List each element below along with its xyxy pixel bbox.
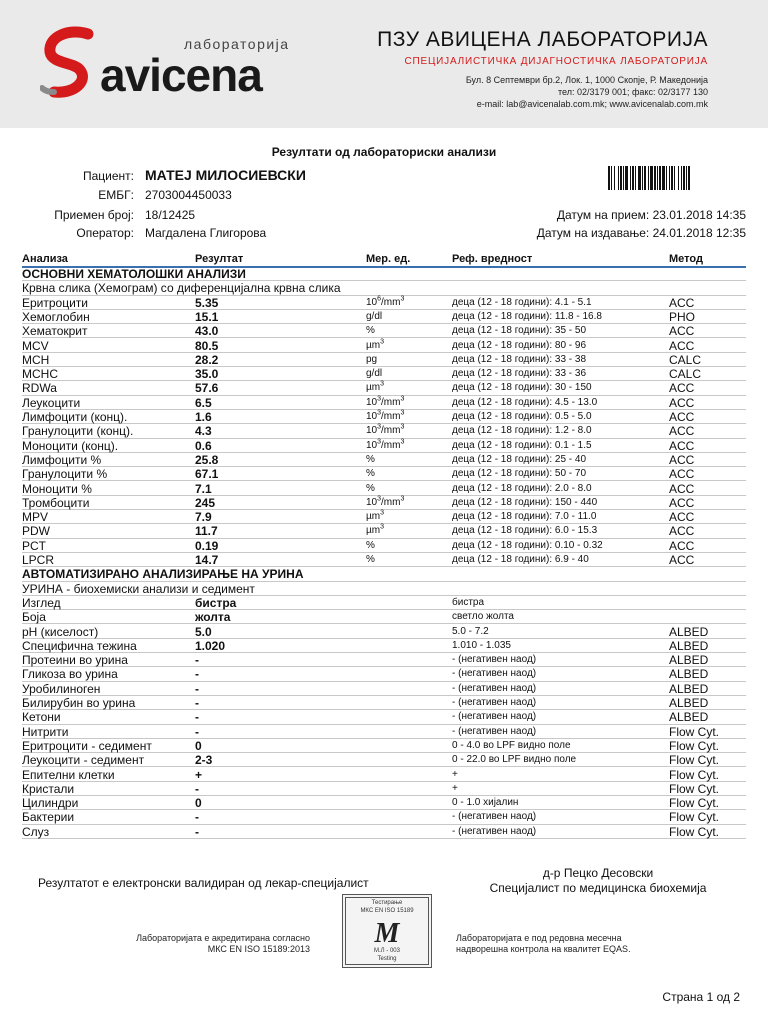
result-value: - — [195, 724, 199, 739]
reference-range: светло жолта — [452, 611, 514, 623]
result-value: 2-3 — [195, 753, 213, 768]
unit — [366, 381, 384, 395]
analysis-name: Гранулоцити (конц). — [22, 424, 134, 439]
method: ALBED — [669, 667, 709, 682]
unit-exponent: 3 — [380, 524, 384, 532]
patient-label: Пациент: — [82, 169, 134, 183]
method: ACC — [669, 395, 695, 410]
result-value: - — [195, 681, 199, 696]
subsection-heading — [22, 281, 746, 295]
analysis-name: Епителни клетки — [22, 767, 115, 782]
analysis-name: MCHC — [22, 367, 58, 382]
unit-base: pg — [366, 353, 378, 365]
analysis-name: Хемоглобин — [22, 309, 90, 324]
result-value: 43.0 — [195, 324, 219, 339]
unit-exponent: 3 — [377, 438, 382, 446]
column-header-reference: Реф. вредност — [452, 253, 533, 265]
result-value: + — [195, 767, 203, 782]
result-value: - — [195, 710, 199, 725]
report-title: Резултати од лабораториски анализи — [271, 145, 497, 159]
analysis-name: Гранулоцити % — [22, 467, 108, 482]
accreditation-line-2: МКС EN ISO 15189:2013 — [207, 944, 310, 954]
table-row — [22, 510, 746, 524]
analysis-name: Слуз — [22, 824, 50, 839]
section-title: АВТОМАТИЗИРАНО АНАЛИЗИРАЊЕ НА УРИНА — [22, 567, 304, 582]
reference-range: деца (12 - 18 години): 0.1 - 1.5 — [452, 439, 592, 451]
table-row — [22, 296, 746, 310]
patient-name: МАТЕЈ МИЛОСИЕВСКИ — [145, 167, 306, 183]
result-value: 7.1 — [195, 481, 212, 496]
unit-exponent: 3 — [380, 338, 384, 346]
reference-range: 1.010 - 1.035 — [452, 639, 511, 651]
reference-range: - (негативен наод) — [452, 711, 537, 723]
method: CALC — [669, 367, 702, 382]
receipt-label: Приемен број: — [54, 208, 134, 222]
unit-base: 10 — [366, 425, 378, 437]
unit — [366, 453, 375, 467]
table-row — [22, 639, 746, 653]
section-title: ОСНОВНИ ХЕМАТОЛОШКИ АНАЛИЗИ — [22, 267, 246, 281]
method: ALBED — [669, 624, 709, 639]
method: PHO — [669, 309, 696, 324]
analysis-name: Кетони — [22, 710, 61, 725]
reference-range: деца (12 - 18 години): 35 - 50 — [452, 325, 587, 337]
column-header-result: Резултат — [195, 253, 244, 265]
unit-base: 10 — [366, 296, 378, 308]
result-value: жолта — [195, 610, 231, 625]
reference-range: - (негативен наод) — [452, 811, 537, 823]
date-received: Датум на прием: 23.01.2018 14:35 — [556, 208, 746, 222]
result-value: 35.0 — [195, 367, 219, 382]
result-value: - — [195, 653, 199, 668]
table-row — [22, 739, 746, 753]
reference-range: деца (12 - 18 години): 11.8 - 16.8 — [452, 310, 602, 322]
table-row — [22, 625, 746, 639]
result-value: 0.6 — [195, 438, 212, 453]
result-value: 67.1 — [195, 467, 219, 482]
unit-base: µm — [366, 525, 381, 537]
analysis-name: Кристали — [22, 781, 75, 796]
logo-subtitle: лабораторија — [184, 36, 290, 52]
reference-range: - (негативен наод) — [452, 668, 537, 680]
subsection-heading — [22, 582, 746, 596]
method: ALBED — [669, 696, 709, 710]
method: ALBED — [669, 710, 709, 725]
result-value: 28.2 — [195, 352, 219, 367]
unit — [366, 524, 384, 538]
result-value: - — [195, 810, 199, 825]
method: ALBED — [669, 638, 709, 653]
analysis-name: RDWa — [22, 381, 57, 396]
analysis-name: Еритроцити - седимент — [22, 738, 152, 753]
method: ACC — [669, 452, 695, 467]
analysis-name: MCH — [22, 352, 50, 367]
method: ACC — [669, 295, 695, 310]
unit-exponent: 6 — [377, 295, 382, 303]
method: ACC — [669, 553, 695, 567]
table-row — [22, 796, 746, 810]
result-value: - — [195, 696, 199, 710]
letterhead — [0, 0, 768, 128]
method: ACC — [669, 495, 695, 510]
analysis-name: Бактерии — [22, 810, 75, 825]
analysis-name: Лимфоцити % — [22, 452, 102, 467]
analysis-name: PCT — [22, 538, 46, 553]
unit — [366, 296, 404, 310]
unit-exponent: 3 — [400, 495, 405, 503]
result-value: 5.35 — [195, 295, 219, 310]
operator-value: Магдалена Глигорова — [145, 226, 267, 240]
organization-subtitle: СПЕЦИЈАЛИСТИЧКА ДИЈАГНОСТИЧКА ЛАБОРАТОРИЈА — [404, 56, 708, 67]
method: ACC — [669, 467, 695, 482]
table-row — [22, 825, 746, 839]
method: Flow Cyt. — [669, 738, 720, 753]
unit-base: % — [366, 554, 375, 565]
embg-value: 2703004450033 — [145, 188, 232, 202]
table-row — [22, 381, 746, 395]
table-row — [22, 753, 746, 767]
reference-range: деца (12 - 18 години): 150 - 440 — [452, 496, 598, 508]
subsection-title: Крвна слика (Хемограм) со диференцијална крвна слика — [22, 281, 341, 296]
reference-range: 0 - 1.0 хијалин — [452, 797, 519, 809]
table-row — [22, 310, 746, 324]
reference-range: - (негативен наод) — [452, 697, 537, 708]
method: ACC — [669, 538, 695, 553]
unit-base: % — [366, 453, 375, 465]
unit-base: µm — [366, 511, 381, 523]
reference-range: деца (12 - 18 години): 1.2 - 8.0 — [452, 425, 592, 437]
unit — [366, 467, 375, 481]
result-value: 6.5 — [195, 395, 212, 410]
table-row — [22, 424, 746, 438]
receipt-value: 18/12425 — [145, 208, 196, 222]
analysis-name: Еритроцити — [22, 295, 88, 310]
reference-range: - (негативен наод) — [452, 725, 537, 737]
table-row — [22, 524, 746, 538]
method: ACC — [669, 510, 695, 525]
logo-wordmark: avicena — [100, 49, 262, 101]
table-row — [22, 324, 746, 338]
table-row — [22, 467, 746, 481]
organization-address: Бул. 8 Септември бр.2, Лок. 1, 1000 Скопје, Р. Македонија — [465, 75, 708, 85]
unit-exponent: 3 — [400, 438, 405, 446]
result-value: 4.3 — [195, 424, 212, 439]
analysis-name: Цилиндри — [22, 796, 79, 811]
table-row — [22, 710, 746, 724]
unit — [366, 310, 382, 324]
unit-tail: /mm — [381, 496, 401, 508]
analysis-name: PDW — [22, 524, 50, 539]
table-row — [22, 810, 746, 824]
table-row — [22, 553, 746, 567]
unit-base: g/dl — [366, 368, 383, 380]
reference-range: деца (12 - 18 години): 4.5 - 13.0 — [452, 396, 598, 408]
barcode — [608, 166, 734, 190]
method: ACC — [669, 524, 695, 539]
result-value: 0.19 — [195, 538, 219, 553]
method: Flow Cyt. — [669, 824, 720, 839]
table-row — [22, 439, 746, 453]
page-number: Страна 1 од 2 — [662, 990, 740, 1004]
accreditation-line-1: Лабораторијата е акредитирана согласно — [136, 933, 310, 943]
result-value: 80.5 — [195, 338, 219, 353]
unit — [366, 367, 382, 381]
method: ACC — [669, 424, 695, 439]
result-value: 5.0 — [195, 624, 212, 639]
analysis-name: MPV — [22, 510, 49, 525]
table-row — [22, 682, 746, 696]
unit-tail: /mm — [381, 396, 401, 408]
unit — [366, 396, 404, 410]
analysis-name: LPCR — [22, 553, 55, 567]
table-row — [22, 725, 746, 739]
reference-range: + — [452, 768, 458, 780]
operator-label: Оператор: — [76, 226, 134, 240]
subsection-title: УРИНА - биохемиски анализи и седимент — [22, 581, 255, 596]
unit-exponent: 3 — [400, 395, 405, 403]
reference-range: деца (12 - 18 години): 0.5 - 5.0 — [452, 411, 592, 422]
unit — [366, 439, 404, 453]
reference-range: 0 - 4.0 во LPF видно поле — [452, 739, 571, 751]
method: Flow Cyt. — [669, 724, 720, 739]
unit-base: 10 — [366, 411, 378, 422]
analysis-name: Специфична тежина — [22, 638, 137, 653]
analysis-name: MCV — [22, 338, 49, 353]
result-value: - — [195, 824, 199, 839]
unit-exponent: 3 — [377, 495, 382, 503]
reference-range: деца (12 - 18 години): 6.9 - 40 — [452, 554, 589, 565]
result-value: 0 — [195, 738, 202, 753]
unit-exponent: 3 — [400, 409, 405, 417]
unit — [366, 553, 375, 567]
table-row — [22, 696, 746, 710]
reference-range: деца (12 - 18 години): 0.10 - 0.32 — [452, 539, 603, 551]
table-row — [22, 353, 746, 367]
analysis-name: Хематокрит — [22, 324, 88, 339]
section-heading — [22, 567, 746, 581]
quality-control-line-1: Лабораторијата е под редовна месечна — [456, 933, 622, 943]
method: Flow Cyt. — [669, 810, 720, 825]
unit — [366, 496, 404, 510]
result-value: 245 — [195, 495, 216, 510]
table-row — [22, 396, 746, 410]
unit — [366, 353, 377, 367]
method: ACC — [669, 324, 695, 339]
unit-base: 10 — [366, 496, 378, 508]
method: CALC — [669, 352, 702, 367]
embg-label: ЕМБГ: — [98, 188, 134, 202]
unit-base: % — [366, 325, 375, 337]
analysis-name: Нитрити — [22, 724, 69, 739]
result-value: 57.6 — [195, 381, 219, 396]
reference-range: + — [452, 782, 458, 794]
unit-exponent: 3 — [400, 295, 405, 303]
method: ACC — [669, 481, 695, 496]
reference-range: деца (12 - 18 години): 30 - 150 — [452, 382, 592, 394]
unit — [366, 482, 375, 496]
reference-range: деца (12 - 18 години): 25 - 40 — [452, 453, 587, 465]
unit-exponent: 3 — [377, 409, 382, 417]
method: Flow Cyt. — [669, 767, 720, 782]
result-value: 15.1 — [195, 309, 219, 324]
table-row — [22, 653, 746, 667]
table-row — [22, 496, 746, 510]
doctor-name: д-р Пецко Десовски — [542, 866, 654, 880]
reference-range: деца (12 - 18 години): 4.1 - 5.1 — [452, 296, 592, 308]
analysis-name: Тромбоцити — [22, 495, 90, 510]
analysis-name: Изглед — [22, 595, 61, 610]
reference-range: бистра — [452, 596, 485, 608]
unit-base: µm — [366, 382, 381, 394]
reference-range: деца (12 - 18 години): 6.0 - 15.3 — [452, 525, 598, 537]
result-value: - — [195, 781, 199, 796]
analysis-name: Леукоцити - седимент — [22, 753, 145, 768]
analysis-name: Билирубин во урина — [22, 696, 136, 710]
result-value: - — [195, 667, 199, 682]
analysis-name: pH (киселост) — [22, 624, 99, 639]
table-row — [22, 539, 746, 553]
method: ACC — [669, 381, 695, 396]
unit-exponent: 3 — [377, 395, 382, 403]
unit — [366, 510, 384, 524]
analysis-name: Протеини во урина — [22, 653, 128, 668]
unit — [366, 424, 404, 438]
table-row — [22, 610, 746, 624]
result-value: бистра — [195, 595, 237, 610]
analysis-name: Леукоцити — [22, 395, 81, 410]
method: ACC — [669, 410, 695, 424]
unit-exponent: 3 — [380, 509, 384, 517]
unit — [366, 410, 404, 424]
avicena-logo-icon — [40, 26, 102, 104]
method: ACC — [669, 338, 695, 353]
table-row — [22, 782, 746, 796]
reference-range: 0 - 22.0 во LPF видно поле — [452, 754, 577, 766]
organization-email: e-mail: lab@avicenalab.com.mk; www.avicenalab.com.mk — [476, 99, 708, 109]
method: Flow Cyt. — [669, 781, 720, 796]
unit-base: 10 — [366, 439, 378, 451]
unit-exponent: 3 — [377, 423, 382, 431]
analysis-name: Лимфоцити (конц). — [22, 410, 128, 424]
unit-exponent: 3 — [380, 381, 384, 389]
table-row — [22, 453, 746, 467]
reference-range: - (негативен наод) — [452, 825, 537, 837]
unit-tail: /mm — [381, 296, 401, 308]
table-row — [22, 482, 746, 496]
result-value: 14.7 — [195, 553, 219, 567]
reference-range: 5.0 - 7.2 — [452, 625, 489, 637]
reference-range: деца (12 - 18 години): 50 - 70 — [452, 468, 587, 480]
validation-note: Резултатот е електронски валидиран од лекар-специјалист — [38, 876, 369, 890]
unit-tail: /mm — [381, 425, 401, 437]
analysis-name: Боја — [22, 610, 46, 625]
reference-range: деца (12 - 18 години): 33 - 38 — [452, 353, 587, 365]
doctor-title: Специјалист по медицинска биохемија — [489, 881, 707, 895]
table-row — [22, 768, 746, 782]
analysis-name: Моноцити (конц). — [22, 438, 119, 453]
unit-tail: /mm — [381, 411, 401, 422]
unit-base: % — [366, 539, 375, 551]
column-header-unit: Мер. ед. — [366, 253, 411, 265]
result-value: 1.020 — [195, 638, 226, 653]
analysis-name: Гликоза во урина — [22, 667, 118, 682]
table-row — [22, 667, 746, 681]
unit — [366, 539, 375, 553]
reference-range: деца (12 - 18 години): 33 - 36 — [452, 368, 587, 380]
column-header-method: Метод — [669, 253, 703, 265]
method: ACC — [669, 438, 695, 453]
table-row — [22, 596, 746, 610]
table-row — [22, 410, 746, 424]
unit — [366, 324, 375, 338]
unit — [366, 339, 384, 353]
result-value: 0 — [195, 796, 202, 811]
unit-base: 10 — [366, 396, 378, 408]
organization-phone: тел: 02/3179 001; факс: 02/3177 130 — [557, 87, 708, 97]
unit-exponent: 3 — [400, 423, 405, 431]
reference-range: - (негативен наод) — [452, 682, 537, 694]
analysis-name: Моноцити % — [22, 481, 92, 496]
organization-name: ПЗУ АВИЦЕНА ЛАБОРАТОРИЈА — [377, 28, 708, 51]
reference-range: деца (12 - 18 години): 2.0 - 8.0 — [452, 482, 592, 494]
unit-base: µm — [366, 339, 381, 351]
section-heading — [22, 267, 746, 281]
accreditation-stamp: Тестирање МКС EN ISO 15189 M М.Л - 003 Testing — [342, 894, 432, 968]
result-value: 7.9 — [195, 510, 212, 525]
method: Flow Cyt. — [669, 753, 720, 768]
method: ALBED — [669, 681, 709, 696]
reference-range: деца (12 - 18 години): 7.0 - 11.0 — [452, 511, 597, 523]
method: Flow Cyt. — [669, 796, 720, 811]
analysis-name: Уробилиноген — [22, 681, 101, 696]
quality-control-line-2: надворешна контрола на квалитет EQAS. — [456, 944, 631, 954]
reference-range: деца (12 - 18 години): 80 - 96 — [452, 339, 587, 351]
result-value: 11.7 — [195, 524, 218, 539]
table-row — [22, 367, 746, 381]
unit-base: % — [366, 482, 375, 494]
column-header-analysis: Анализа — [22, 253, 68, 265]
date-issued: Датум на издавање: 24.01.2018 12:35 — [536, 226, 746, 240]
result-value: 25.8 — [195, 452, 219, 467]
table-row — [22, 339, 746, 353]
unit-tail: /mm — [381, 439, 401, 451]
reference-range: - (негативен наод) — [452, 654, 537, 666]
result-value: 1.6 — [195, 410, 212, 424]
method: ALBED — [669, 653, 709, 668]
unit-base: g/dl — [366, 310, 383, 322]
unit-base: % — [366, 468, 375, 480]
